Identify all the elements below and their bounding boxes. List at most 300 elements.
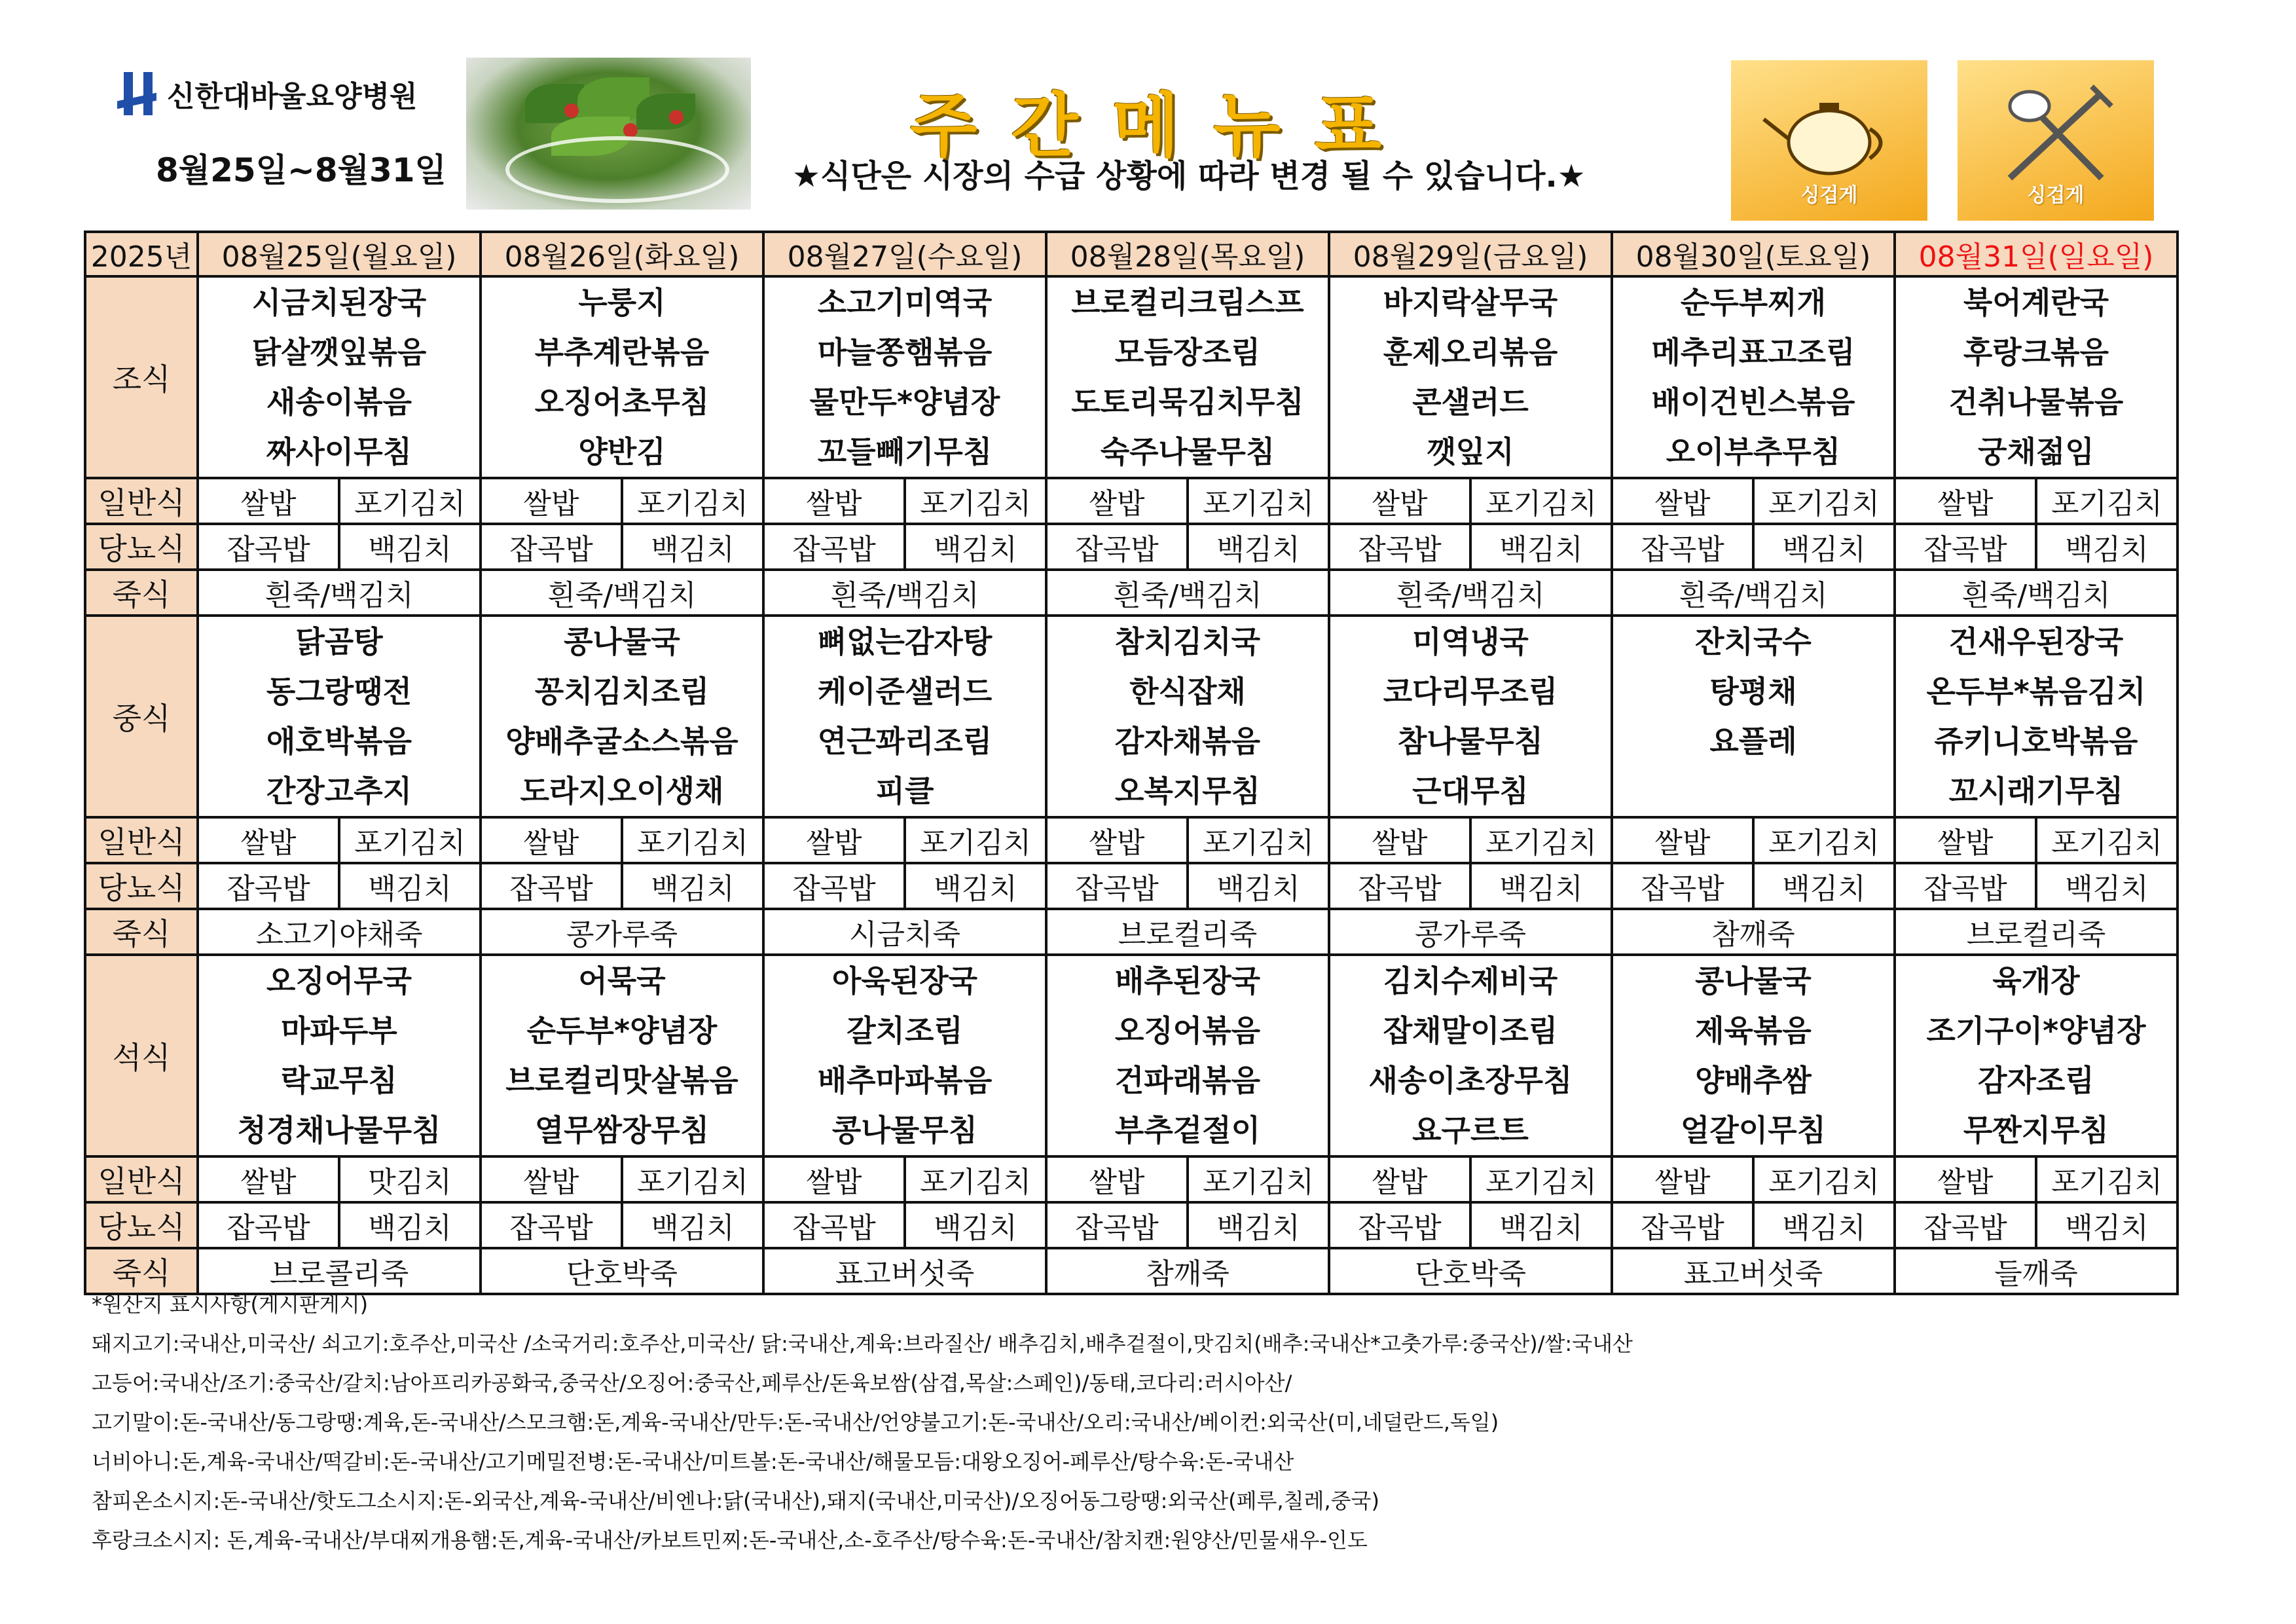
diet-cell (1329, 817, 1612, 863)
kimchi-item: 백김치 (338, 525, 479, 568)
day-header: 08월29일(금요일) (1329, 232, 1612, 276)
kimchi-item: 백김치 (621, 864, 762, 908)
kimchi-item: 백김치 (1186, 525, 1328, 568)
rice-item: 쌀밥 (1937, 1166, 1994, 1199)
kimchi-item: 백김치 (1469, 1204, 1611, 1247)
dish-item: 건새우된장국 (1948, 624, 2124, 659)
diet-cell (198, 1156, 481, 1202)
rice-item: 잡곡밥 (1641, 1211, 1724, 1245)
diet-cell (763, 478, 1046, 524)
general-diet-row (85, 817, 2178, 863)
dish-item: 순두부찌개 (1680, 285, 1827, 320)
diet-cell (1895, 817, 2178, 863)
meal-row (85, 276, 2178, 478)
rice-item: 쌀밥 (1089, 1166, 1145, 1199)
dish-item: 김치수제비국 (1383, 963, 1558, 999)
dish-cell (1329, 276, 1612, 478)
diet-cell (1895, 478, 2178, 524)
dish-item: 오징어무국 (266, 963, 412, 999)
porridge-cell: 브로콜리죽 (198, 1248, 481, 1294)
dish-item: 배추된장국 (1114, 963, 1261, 999)
kimchi-item: 백김치 (2035, 864, 2176, 908)
rice-item: 잡곡밥 (227, 1211, 310, 1245)
porridge-cell: 콩가루죽 (1329, 909, 1612, 955)
diabetic-diet-row (85, 863, 2178, 909)
diet-cell (1329, 863, 1612, 909)
dish-cell (1046, 276, 1329, 478)
rice-item: 쌀밥 (1372, 826, 1428, 860)
year-cell: 2025년 (85, 232, 198, 276)
kimchi-item: 포기김치 (1752, 479, 1893, 523)
kimchi-item: 백김치 (338, 1204, 479, 1247)
rice-item: 잡곡밥 (509, 533, 593, 566)
dish-item: 모듬장조림 (1114, 335, 1261, 370)
diet-cell (763, 863, 1046, 909)
dish-cell (1895, 955, 2178, 1156)
kimchi-item: 포기김치 (1469, 479, 1611, 523)
rice-item: 잡곡밥 (792, 872, 876, 906)
diet-label: 죽식 (85, 570, 198, 616)
rice-item: 잡곡밥 (1358, 533, 1442, 566)
diet-cell (1895, 524, 2178, 570)
kimchi-item: 포기김치 (903, 819, 1045, 862)
dish-cell (1046, 616, 1329, 817)
porridge-row (85, 570, 2178, 616)
kimchi-item: 백김치 (903, 1204, 1045, 1247)
dish-cell (763, 616, 1046, 817)
page-title: 주간메뉴표 (910, 86, 1415, 166)
day-header: 08월28일(목요일) (1046, 232, 1329, 276)
meal-label: 중식 (85, 616, 198, 817)
origin-line: 돼지고기:국내산,미국산/ 쇠고기:호주산,미국산 /소국거리:호주산,미국산/ 닭:국내산,계육:브라질산/ 배추김치,배추겉절이,맛김치(배추:국내산*고춧가루:중국산)/쌀:국내산 (92, 1331, 1633, 1356)
day-header: 08월25일(월요일) (198, 232, 481, 276)
dish-item: 열무쌈장무침 (534, 1113, 710, 1148)
origin-info (92, 1285, 1633, 1560)
diet-label: 일반식 (85, 1156, 198, 1202)
dish-cell (1329, 955, 1612, 1156)
menu-period: 8월25일~8월31일 (156, 151, 446, 189)
kimchi-item: 포기김치 (1469, 1158, 1611, 1201)
dish-item: 콩나물국 (1695, 963, 1812, 999)
dish-item: 조기구이*양념장 (1926, 1013, 2146, 1048)
kimchi-item: 포기김치 (1186, 1158, 1328, 1201)
diet-label: 죽식 (85, 909, 198, 955)
dish-cell (1329, 616, 1612, 817)
header-row (85, 232, 2178, 276)
diet-cell (198, 478, 481, 524)
badge-right-label: 싱겁게 (2027, 184, 2085, 207)
dish-item: 무짠지무침 (1963, 1113, 2109, 1148)
origin-line: 참피온소시지:돈-국내산/핫도그소시지:돈-외국산,계육-국내산/비엔나:닭(국내산),돼지(국내산,미국산)/오징어동그랑땡:외국산(페루,칠레,중국) (92, 1488, 1379, 1513)
origin-line: *원산지 표시사항(게시판게시) (92, 1292, 369, 1317)
dish-item: 감자조림 (1978, 1063, 2094, 1098)
dish-item: 건파래볶음 (1114, 1063, 1261, 1098)
rice-item: 잡곡밥 (1075, 533, 1159, 566)
diet-cell (481, 1202, 763, 1248)
badge-left-label: 싱겁게 (1800, 184, 1858, 207)
porridge-cell: 흰죽/백김치 (1895, 570, 2178, 616)
dish-item: 순두부*양념장 (526, 1013, 718, 1048)
dish-item: 애호박볶음 (266, 724, 412, 759)
dish-item: 동그랑땡전 (266, 674, 412, 709)
rice-item: 쌀밥 (1654, 487, 1711, 521)
rice-item: 쌀밥 (1654, 826, 1711, 860)
rice-item: 잡곡밥 (1923, 872, 2007, 906)
general-diet-row (85, 478, 2178, 524)
dish-item: 부추겉절이 (1114, 1113, 1261, 1148)
dish-item: 마파두부 (281, 1013, 397, 1048)
rice-item: 쌀밥 (1654, 1166, 1711, 1199)
origin-line: 고등어:국내산/조기:중국산/갈치:남아프리카공화국,중국산/오징어:중국산,페루산/돈육보쌈(삼겹,목살:스페인)/동태,코다리:러시아산/ (92, 1371, 1292, 1395)
porridge-cell: 흰죽/백김치 (198, 570, 481, 616)
diet-cell (481, 863, 763, 909)
dish-item: 감자채볶음 (1114, 724, 1261, 759)
dish-item: 후랑크볶음 (1963, 335, 2109, 370)
diet-cell (763, 1156, 1046, 1202)
dish-item: 콩나물국 (564, 624, 680, 659)
kimchi-item: 포기김치 (1469, 819, 1611, 862)
diet-label: 당뇨식 (85, 1202, 198, 1248)
dish-item: 얼갈이무침 (1680, 1113, 1827, 1148)
dish-item: 잔치국수 (1695, 624, 1812, 659)
rice-item: 쌀밥 (240, 1166, 297, 1199)
dish-item: 양배추쌈 (1695, 1063, 1812, 1098)
diet-cell (198, 863, 481, 909)
diet-cell (1612, 1202, 1895, 1248)
dish-item: 닭곰탕 (295, 624, 383, 659)
dish-item: 꼬들빼기무침 (817, 434, 993, 470)
dish-item: 요구르트 (1412, 1113, 1529, 1148)
diet-cell (481, 817, 763, 863)
kimchi-item: 백김치 (1186, 1204, 1328, 1247)
dish-item: 북어계란국 (1963, 285, 2109, 320)
dish-item: 피클 (875, 773, 934, 809)
diet-cell (1612, 1156, 1895, 1202)
diet-cell (1046, 478, 1329, 524)
diet-cell (1329, 1156, 1612, 1202)
dish-item: 짜사이무침 (266, 434, 412, 470)
dish-item: 락교무침 (281, 1063, 397, 1098)
porridge-cell: 단호박죽 (1329, 1248, 1612, 1294)
diet-label: 당뇨식 (85, 524, 198, 570)
diet-cell (1329, 524, 1612, 570)
porridge-cell: 들깨죽 (1895, 1248, 2178, 1294)
dish-item: 참치김치국 (1114, 624, 1261, 659)
kimchi-item: 백김치 (621, 525, 762, 568)
porridge-cell: 흰죽/백김치 (1046, 570, 1329, 616)
porridge-cell: 표고버섯죽 (1612, 1248, 1895, 1294)
rice-item: 쌀밥 (1372, 487, 1428, 521)
dish-cell (481, 616, 763, 817)
diet-cell (763, 817, 1046, 863)
teapot-icon (1757, 80, 1901, 185)
dish-item: 훈제오리볶음 (1383, 335, 1558, 370)
dish-item: 꼬시래기무침 (1948, 773, 2124, 809)
kimchi-item: 백김치 (903, 864, 1045, 908)
rice-item: 잡곡밥 (227, 872, 310, 906)
dish-cell (1612, 276, 1895, 478)
diet-label: 죽식 (85, 1248, 198, 1294)
rice-item: 쌀밥 (1937, 487, 1994, 521)
diet-cell (1329, 478, 1612, 524)
dish-item: 미역냉국 (1412, 624, 1529, 659)
diet-cell (198, 817, 481, 863)
dish-cell (198, 616, 481, 817)
kimchi-item: 백김치 (2035, 525, 2176, 568)
dish-item: 참나물무침 (1397, 724, 1544, 759)
diet-label: 일반식 (85, 817, 198, 863)
rice-item: 잡곡밥 (792, 1211, 876, 1245)
kimchi-item: 백김치 (338, 864, 479, 908)
porridge-cell: 브로컬리죽 (1895, 909, 2178, 955)
menu-notice: ★식단은 시장의 수급 상황에 따라 변경 될 수 있습니다.★ (792, 158, 1586, 194)
kimchi-item: 맛김치 (338, 1158, 479, 1201)
dish-item: 소고기미역국 (817, 285, 993, 320)
dish-item: 근대무침 (1412, 773, 1529, 809)
low-salt-badge-utensils (1958, 60, 2154, 221)
dish-item: 양배추굴소스볶음 (505, 724, 738, 759)
kimchi-item: 포기김치 (903, 479, 1045, 523)
dish-item: 숙주나물무침 (1100, 434, 1275, 470)
dish-cell (1895, 616, 2178, 817)
low-salt-badge-teapot (1731, 60, 1927, 221)
meal-label: 석식 (85, 955, 198, 1156)
dish-item: 꽁치김치조림 (534, 674, 710, 709)
dish-cell (198, 955, 481, 1156)
dish-item: 시금치된장국 (251, 285, 427, 320)
diet-cell (198, 524, 481, 570)
dish-item: 잡채말이조림 (1383, 1013, 1558, 1048)
rice-item: 쌀밥 (523, 1166, 579, 1199)
dish-item: 연근꽈리조림 (817, 724, 993, 759)
kimchi-item: 백김치 (1752, 1204, 1893, 1247)
porridge-cell: 흰죽/백김치 (481, 570, 763, 616)
diet-cell (1612, 478, 1895, 524)
hospital-logo (115, 71, 418, 117)
dish-item: 오징어볶음 (1114, 1013, 1261, 1048)
dish-item: 건취나물볶음 (1948, 384, 2124, 420)
porridge-cell: 흰죽/백김치 (1329, 570, 1612, 616)
dish-item: 궁채젊임 (1978, 434, 2094, 470)
dish-item: 케이준샐러드 (817, 674, 993, 709)
hospital-name: 신한대바울요양병원 (167, 80, 418, 113)
diet-cell (1895, 1202, 2178, 1248)
diet-cell (198, 1202, 481, 1248)
diet-cell (1895, 1156, 2178, 1202)
kimchi-item: 백김치 (1752, 864, 1893, 908)
dish-cell (763, 276, 1046, 478)
dish-item: 브로컬리맛살볶음 (505, 1063, 738, 1098)
porridge-cell: 시금치죽 (763, 909, 1046, 955)
kimchi-item: 포기김치 (2035, 819, 2176, 862)
dish-cell (1895, 276, 2178, 478)
rice-item: 잡곡밥 (1358, 1211, 1442, 1245)
dish-item: 도토리묵김치무침 (1071, 384, 1304, 420)
dish-item: 청경채나물무침 (237, 1113, 441, 1148)
rice-item: 쌀밥 (240, 487, 297, 521)
rice-item: 쌀밥 (806, 826, 862, 860)
dish-item: 닭살깻잎볶음 (251, 335, 427, 370)
rice-item: 쌀밥 (1937, 826, 1994, 860)
salad-photo (466, 58, 751, 210)
rice-item: 쌀밥 (523, 826, 579, 860)
rice-item: 잡곡밥 (1923, 1211, 2007, 1245)
porridge-cell: 참깨죽 (1612, 909, 1895, 955)
dish-item: 양반김 (578, 434, 666, 470)
rice-item: 잡곡밥 (792, 533, 876, 566)
kimchi-item: 포기김치 (2035, 479, 2176, 523)
dish-item: 간장고추지 (266, 773, 412, 809)
dish-item: 온두부*볶음김치 (1926, 674, 2146, 709)
dish-item: 어묵국 (578, 963, 666, 999)
diet-cell (481, 478, 763, 524)
kimchi-item: 백김치 (903, 525, 1045, 568)
origin-line: 후랑크소시지: 돈,계육-국내산/부대찌개용햄:돈,계육-국내산/카보트민찌:돈-국내산,소-호주산/탕수육:돈-국내산/참치캔:원양산/민물새우-인도 (92, 1528, 1368, 1553)
dish-item: 부추계란볶음 (534, 335, 710, 370)
dish-cell (198, 276, 481, 478)
dish-item: 새송이초장무침 (1368, 1063, 1573, 1098)
dish-item: 배이건빈스볶음 (1651, 384, 1855, 420)
diet-cell (1612, 524, 1895, 570)
meal-row (85, 616, 2178, 817)
diet-cell (1046, 1202, 1329, 1248)
porridge-cell: 단호박죽 (481, 1248, 763, 1294)
porridge-row (85, 909, 2178, 955)
rice-item: 쌀밥 (1372, 1166, 1428, 1199)
dish-item: 새송이볶음 (266, 384, 412, 420)
porridge-cell: 콩가루죽 (481, 909, 763, 955)
diet-cell (1612, 863, 1895, 909)
porridge-cell: 참깨죽 (1046, 1248, 1329, 1294)
diet-cell (1046, 863, 1329, 909)
rice-item: 잡곡밥 (1923, 533, 2007, 566)
diabetic-diet-row (85, 524, 2178, 570)
rice-item: 쌀밥 (1089, 487, 1145, 521)
dish-item: 쥬키니호박볶음 (1934, 724, 2138, 759)
spoon-fork-icon (1984, 80, 2128, 185)
dish-item (1613, 766, 1893, 816)
kimchi-item: 백김치 (1186, 864, 1328, 908)
dish-item: 뼈없는감자탕 (817, 624, 993, 659)
dish-item: 육개장 (1992, 963, 2080, 999)
kimchi-item: 포기김치 (621, 1158, 762, 1201)
rice-item: 잡곡밥 (509, 1211, 593, 1245)
dish-item: 누룽지 (578, 285, 666, 320)
diet-label: 일반식 (85, 478, 198, 524)
porridge-cell: 흰죽/백김치 (763, 570, 1046, 616)
origin-line: 고기말이:돈-국내산/동그랑땡:계육,돈-국내산/스모크햄:돈,계육-국내산/만두:돈-국내산/언양불고기:돈-국내산/오리:국내산/베이컨:외국산(미,네덜란드,독일) (92, 1410, 1499, 1435)
diet-cell (1046, 524, 1329, 570)
rice-item: 잡곡밥 (1641, 872, 1724, 906)
dish-cell (763, 955, 1046, 1156)
rice-item: 쌀밥 (240, 826, 297, 860)
kimchi-item: 포기김치 (1186, 819, 1328, 862)
diet-label: 당뇨식 (85, 863, 198, 909)
rice-item: 쌀밥 (523, 487, 579, 521)
porridge-cell: 브로컬리죽 (1046, 909, 1329, 955)
porridge-cell: 소고기야채죽 (198, 909, 481, 955)
dish-item: 오징어초무침 (534, 384, 710, 420)
rice-item: 잡곡밥 (1358, 872, 1442, 906)
dish-item: 깻잎지 (1427, 434, 1514, 470)
porridge-cell: 흰죽/백김치 (1612, 570, 1895, 616)
kimchi-item: 포기김치 (1752, 819, 1893, 862)
kimchi-item: 포기김치 (2035, 1158, 2176, 1201)
general-diet-row (85, 1156, 2178, 1202)
weekly-menu-table (84, 231, 2179, 1295)
dish-cell (1046, 955, 1329, 1156)
day-header: 08월27일(수요일) (763, 232, 1046, 276)
dish-cell (481, 955, 763, 1156)
dish-item: 브로컬리크림스프 (1071, 285, 1304, 320)
dish-item: 바지락살무국 (1383, 285, 1558, 320)
dish-item: 한식잡채 (1129, 674, 1246, 709)
day-header: 08월31일(일요일) (1895, 232, 2178, 276)
kimchi-item: 백김치 (621, 1204, 762, 1247)
dish-item: 마늘쫑햄볶음 (817, 335, 993, 370)
dish-item: 도라지오이생채 (520, 773, 724, 809)
dish-cell (1612, 955, 1895, 1156)
day-header: 08월26일(화요일) (481, 232, 763, 276)
dish-item: 갈치조림 (847, 1013, 963, 1048)
rice-item: 쌀밥 (1089, 826, 1145, 860)
dish-item: 제육볶음 (1695, 1013, 1812, 1048)
dish-item: 오이부추무침 (1666, 434, 1841, 470)
diet-cell (481, 524, 763, 570)
dish-cell (1612, 616, 1895, 817)
kimchi-item: 백김치 (2035, 1204, 2176, 1247)
kimchi-item: 백김치 (1469, 864, 1611, 908)
day-header: 08월30일(토요일) (1612, 232, 1895, 276)
dish-item: 콩나물무침 (831, 1113, 978, 1148)
dish-cell (481, 276, 763, 478)
diet-cell (1895, 863, 2178, 909)
dish-item: 요플레 (1709, 724, 1797, 759)
rice-item: 잡곡밥 (227, 533, 310, 566)
diet-cell (1612, 817, 1895, 863)
diet-cell (1329, 1202, 1612, 1248)
rice-item: 쌀밥 (806, 1166, 862, 1199)
diet-cell (481, 1156, 763, 1202)
kimchi-item: 포기김치 (1186, 479, 1328, 523)
dish-item: 물만두*양념장 (809, 384, 1000, 420)
rice-item: 잡곡밥 (1075, 872, 1159, 906)
origin-line: 너비아니:돈,계육-국내산/떡갈비:돈-국내산/고기메밀전병:돈-국내산/미트볼:돈-국내산/해물모듬:대왕오징어-페루산/탕수육:돈-국내산 (92, 1449, 1294, 1474)
kimchi-item: 백김치 (1752, 525, 1893, 568)
kimchi-item: 포기김치 (621, 479, 762, 523)
dish-item: 아욱된장국 (831, 963, 978, 999)
rice-item: 쌀밥 (806, 487, 862, 521)
diet-cell (763, 1202, 1046, 1248)
dish-item: 탕평채 (1709, 674, 1797, 709)
dish-item: 메추리표고조림 (1651, 335, 1855, 370)
kimchi-item: 포기김치 (1752, 1158, 1893, 1201)
kimchi-item: 백김치 (1469, 525, 1611, 568)
meal-row (85, 955, 2178, 1156)
diet-cell (1046, 1156, 1329, 1202)
diabetic-diet-row (85, 1202, 2178, 1248)
diet-cell (763, 524, 1046, 570)
rice-item: 잡곡밥 (1075, 1211, 1159, 1245)
hospital-logo-icon (115, 71, 160, 117)
rice-item: 잡곡밥 (1641, 533, 1724, 566)
diet-cell (1046, 817, 1329, 863)
dish-item: 코다리무조림 (1383, 674, 1558, 709)
porridge-cell: 표고버섯죽 (763, 1248, 1046, 1294)
dish-item: 오복지무침 (1114, 773, 1261, 809)
rice-item: 잡곡밥 (509, 872, 593, 906)
meal-label: 조식 (85, 276, 198, 478)
